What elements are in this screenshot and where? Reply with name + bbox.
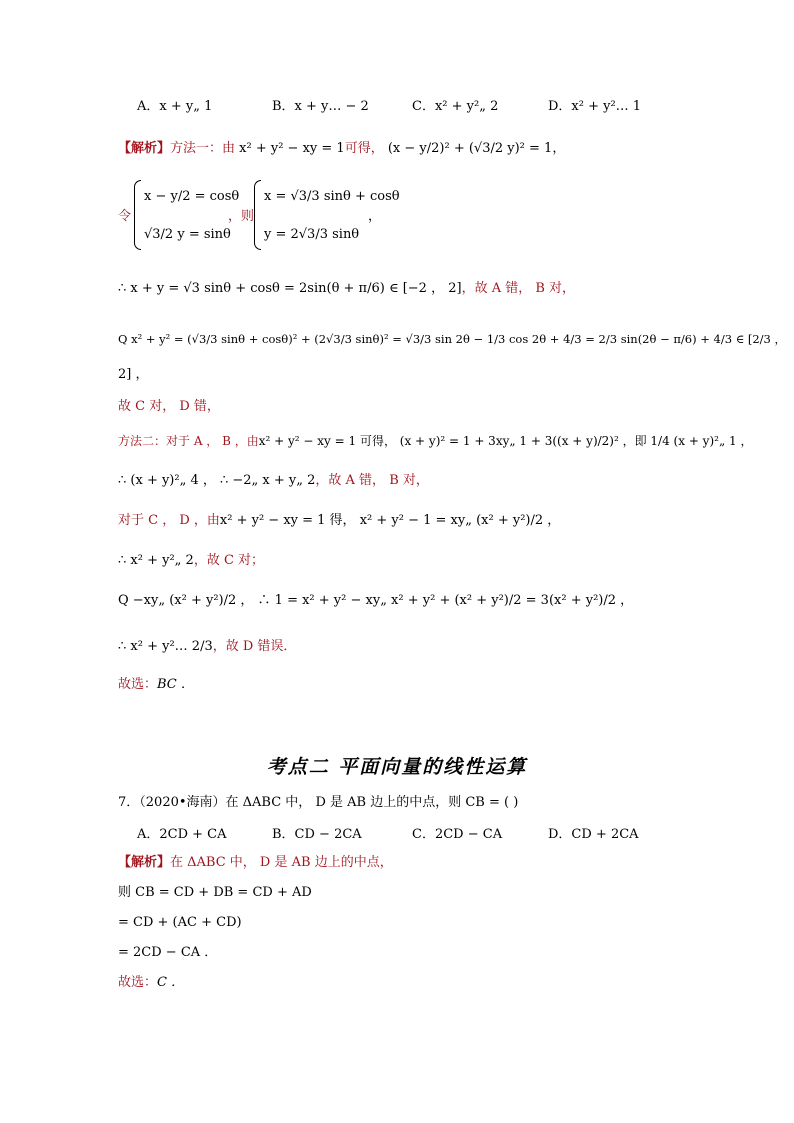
q6-square-sum-line: Q x² + y² = (√3/3 sinθ + cosθ)² + (2√3/3 sinθ)² = √3/3 sin 2θ − 1/3 cos 2θ + 4/3 = 2/3 sin(2θ − π/6) + 4/3 ∈ [2/3 ， [118, 332, 787, 346]
q6-option-d: D．x² + y²… 1 [548, 99, 642, 114]
q6-d-line: ∴ x² + y²… 2/3，故 D 错误． [118, 639, 297, 654]
q7-step-1: 则 CB = CD + DB = CD + AD [118, 885, 312, 900]
analysis-tag: 【解析】 [118, 141, 171, 156]
q7-analysis-line: 【解析】在 ΔABC 中， D 是 AB 边上的中点， [118, 855, 393, 870]
system-comma: ， [368, 209, 382, 224]
q7-option-c: C．2CD − CA [412, 827, 503, 842]
q6-c-line: ∴ x² + y²„ 2，故 C 对； [118, 553, 265, 568]
q6-bound-line: ∴ (x + y)²„ 4 ， ∴ −2„ x + y„ 2，故 A 错， B 对， [118, 473, 429, 488]
system-2-eq-a: x = √3/3 sinθ + cosθ [264, 189, 400, 204]
q7-answer-line: 故选：C ． [118, 975, 185, 990]
let-word: 令 [118, 209, 132, 224]
system-1-eq-a: x − y/2 = cosθ [144, 189, 240, 204]
q6-option-a: A．x + y„ 1 [137, 99, 213, 114]
q6-sum-line: ∴ x + y = √3 sinθ + cosθ = 2sin(θ + π/6) ∈ [−2 ， 2]，故 A 错， B 对， [118, 281, 576, 296]
section-title: 考点二 平面向量的线性运算 [266, 756, 528, 778]
analysis-tag: 【解析】 [118, 855, 171, 870]
q6-method1-line: 【解析】方法一：由 x² + y² − xy = 1可得， (x − y/2)² + (√3/2 y)² = 1， [118, 141, 566, 156]
q7-option-a: A．2CD + CA [137, 827, 227, 842]
q6-method2-line: 方法二：对于 A ， B ，由x² + y² − xy = 1 可得， (x + y)² = 1 + 3xy„ 1 + 3((x + y)/2)² ，即 1/4 (x + y)²„ 1 ， [118, 434, 753, 448]
q7-option-d: D．CD + 2CA [548, 827, 639, 842]
q6-option-c: C．x² + y²„ 2 [412, 99, 499, 114]
then-word: ，则 [228, 209, 255, 224]
q7-step-2: = CD + (AC + CD) [118, 915, 242, 930]
system-2-eq-b: y = 2√3/3 sinθ [264, 227, 360, 242]
q6-cd-line: 对于 C ， D ，由x² + y² − xy = 1 得， x² + y² − 1 = xy„ (x² + y²)/2 ， [118, 513, 561, 528]
q6-option-b: B．x + y… − 2 [272, 99, 369, 114]
q7-stem: 7．（2020•海南）在 ΔABC 中， D 是 AB 边上的中点，则 CB = ( ) [118, 795, 519, 810]
q6-xy-line: Q −xy„ (x² + y²)/2 ， ∴ 1 = x² + y² − xy„ x² + y² + (x² + y²)/2 = 3(x² + y²)/2 ， [118, 593, 634, 608]
system-1-eq-b: √3/2 y = sinθ [144, 227, 231, 242]
q7-option-b: B．CD − 2CA [272, 827, 362, 842]
q7-step-3: = 2CD − CA ． [118, 945, 218, 960]
left-brace [254, 180, 261, 250]
left-brace [134, 180, 141, 250]
q6-conclusion-1: 故 C 对， D 错， [118, 399, 220, 414]
q6-square-sum-cont: 2] ， [118, 367, 149, 382]
q6-answer-line: 故选：BC ． [118, 677, 194, 692]
